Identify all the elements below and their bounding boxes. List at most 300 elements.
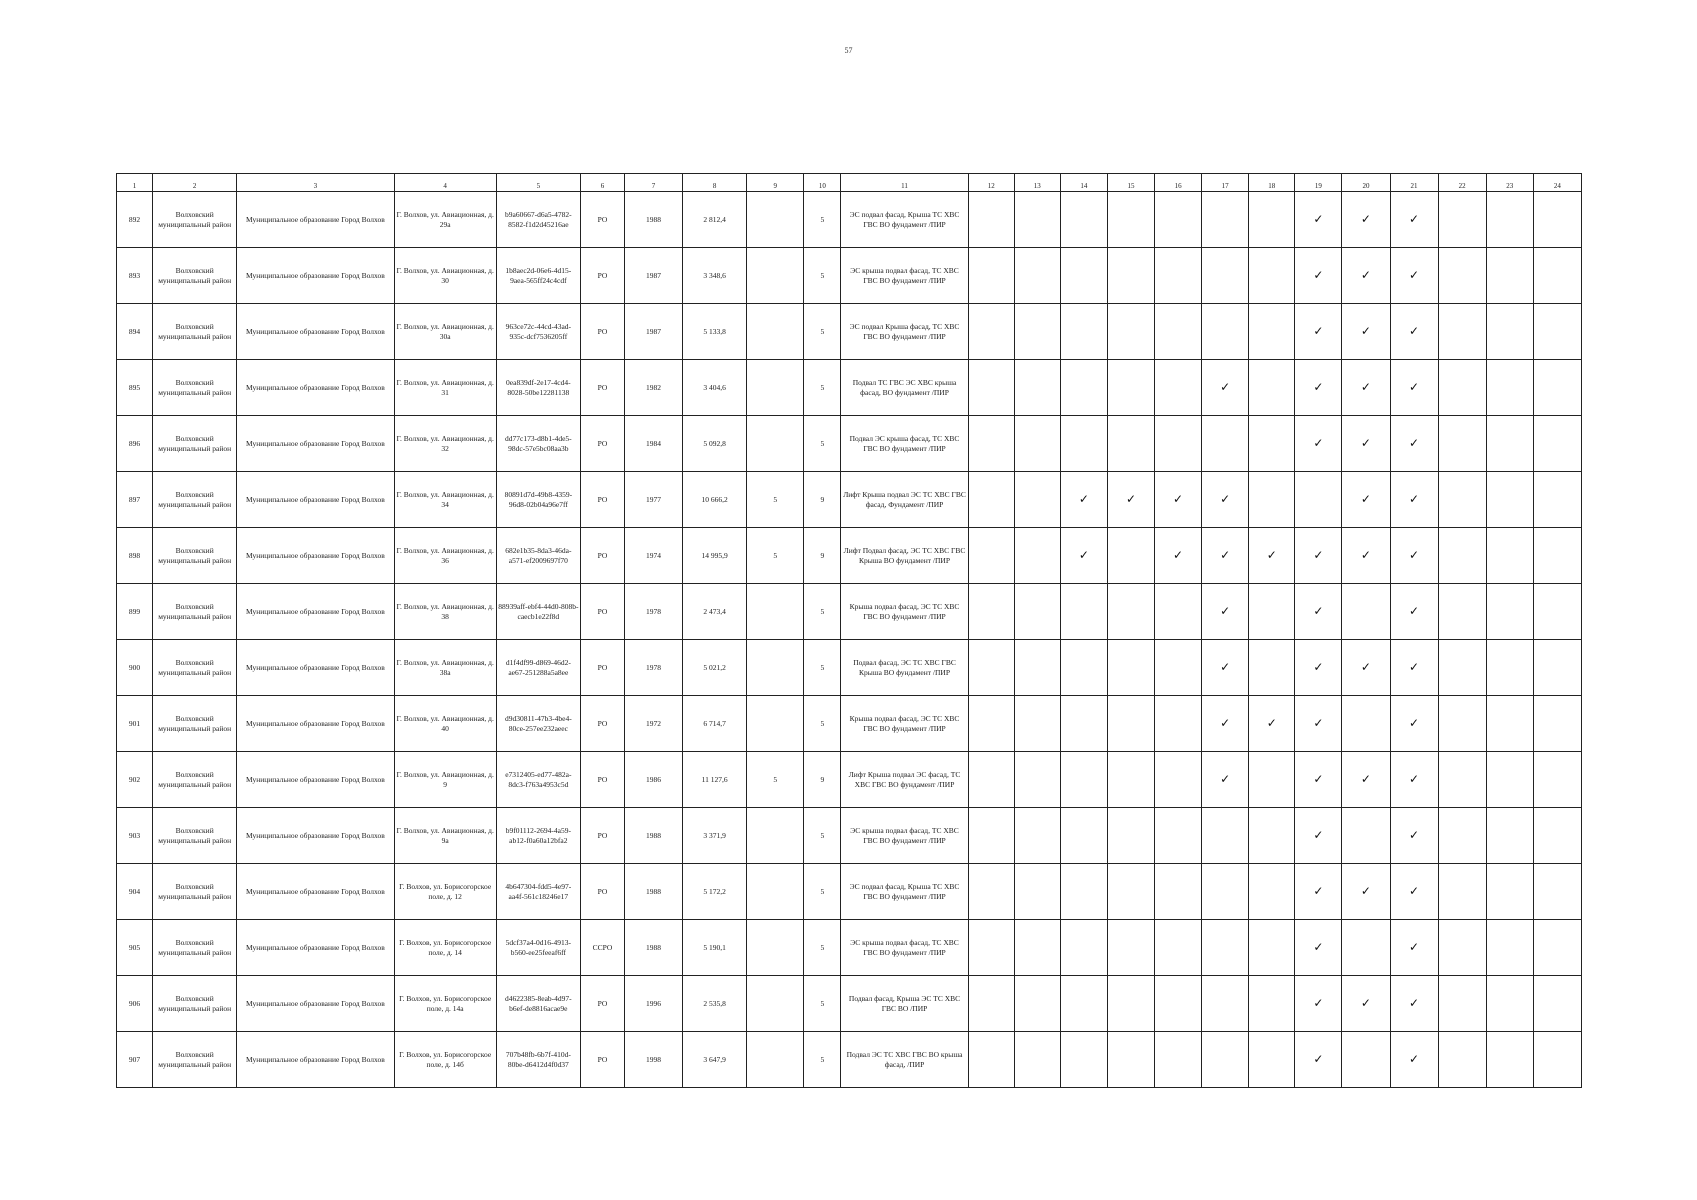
- work-col-12-cell: [968, 248, 1014, 304]
- work-col-19-cell: [1295, 248, 1342, 304]
- row-number-cell: 894: [117, 304, 153, 360]
- work-col-17-cell: [1202, 976, 1249, 1032]
- work-col-17-cell: [1202, 920, 1249, 976]
- row-number-cell: 907: [117, 1032, 153, 1088]
- municipality-cell: Муниципальное образование Город Волхов: [237, 360, 394, 416]
- work-col-19-cell: [1295, 640, 1342, 696]
- work-col-12-cell: [968, 976, 1014, 1032]
- checkmark-icon: ✓: [1078, 491, 1089, 506]
- work-col-20-cell: [1342, 192, 1390, 248]
- work-col-24-cell: [1533, 584, 1581, 640]
- column-header-6: 6: [580, 174, 624, 192]
- building-guid-cell: dd77c173-d8b1-4de5-98dc-57e5bc08aa3b: [496, 416, 580, 472]
- municipality-cell: Муниципальное образование Город Волхов: [237, 920, 394, 976]
- row-number-cell: 896: [117, 416, 153, 472]
- checkmark-icon: ✓: [1313, 547, 1324, 562]
- work-col-18-cell: [1249, 864, 1295, 920]
- works-list-cell: Лифт Подвал фасад, ЭС ТС ХВС ГВС Крыша ВО фундамент /ПИР: [841, 528, 968, 584]
- area-cell: 3 647,9: [683, 1032, 747, 1088]
- work-col-15-cell: [1107, 640, 1154, 696]
- column-header-17: 17: [1202, 174, 1249, 192]
- work-col-13-cell: [1014, 192, 1060, 248]
- work-col-18-cell: [1249, 416, 1295, 472]
- address-cell: Г. Волхов, ул. Борисогорское поле, д. 14а: [394, 976, 496, 1032]
- work-col-22-cell: [1438, 696, 1486, 752]
- checkmark-icon: ✓: [1360, 379, 1371, 394]
- work-col-14-cell: [1060, 528, 1107, 584]
- table-row: [117, 976, 1582, 1032]
- district-cell: Волховский муниципальный район: [153, 864, 237, 920]
- checkmark-icon: ✓: [1220, 771, 1231, 786]
- header-row: [117, 174, 1582, 192]
- funding-method-cell: РО: [580, 528, 624, 584]
- work-col-22-cell: [1438, 192, 1486, 248]
- row-number-cell: 897: [117, 472, 153, 528]
- checkmark-icon: ✓: [1409, 267, 1420, 282]
- work-col-13-cell: [1014, 696, 1060, 752]
- district-cell: Волховский муниципальный район: [153, 920, 237, 976]
- checkmark-icon: ✓: [1360, 995, 1371, 1010]
- col-9-cell: [747, 976, 804, 1032]
- floors-cell: 5: [804, 696, 841, 752]
- work-col-17-cell: [1202, 304, 1249, 360]
- column-header-9: 9: [747, 174, 804, 192]
- municipality-cell: Муниципальное образование Город Волхов: [237, 640, 394, 696]
- col-9-cell: [747, 1032, 804, 1088]
- work-col-17-cell: [1202, 472, 1249, 528]
- work-col-16-cell: [1155, 360, 1202, 416]
- checkmark-icon: ✓: [1409, 323, 1420, 338]
- work-col-19-cell: [1295, 1032, 1342, 1088]
- floors-cell: 5: [804, 864, 841, 920]
- work-col-22-cell: [1438, 528, 1486, 584]
- work-col-24-cell: [1533, 528, 1581, 584]
- checkmark-icon: ✓: [1313, 883, 1324, 898]
- build-year-cell: 1996: [625, 976, 683, 1032]
- works-list-cell: Лифт Крыша подвал ЭС ТС ХВС ГВС фасад, Фундамент /ПИР: [841, 472, 968, 528]
- checkmark-icon: ✓: [1313, 1051, 1324, 1066]
- column-header-8: 8: [683, 174, 747, 192]
- works-list-cell: ЭС подвал фасад, Крыша ТС ХВС ГВС ВО фундамент /ПИР: [841, 192, 968, 248]
- checkmark-icon: ✓: [1313, 379, 1324, 394]
- work-col-12-cell: [968, 192, 1014, 248]
- col-9-cell: [747, 248, 804, 304]
- work-col-23-cell: [1486, 864, 1533, 920]
- municipality-cell: Муниципальное образование Город Волхов: [237, 248, 394, 304]
- work-col-19-cell: [1295, 976, 1342, 1032]
- column-header-2: 2: [153, 174, 237, 192]
- checkmark-icon: ✓: [1313, 995, 1324, 1010]
- row-number-cell: 902: [117, 752, 153, 808]
- work-col-22-cell: [1438, 808, 1486, 864]
- floors-cell: 5: [804, 640, 841, 696]
- floors-cell: 5: [804, 976, 841, 1032]
- row-number-cell: 893: [117, 248, 153, 304]
- work-col-24-cell: [1533, 304, 1581, 360]
- work-col-14-cell: [1060, 472, 1107, 528]
- column-header-4: 4: [394, 174, 496, 192]
- col-9-cell: [747, 416, 804, 472]
- col-9-cell: [747, 696, 804, 752]
- funding-method-cell: РО: [580, 192, 624, 248]
- work-col-21-cell: [1390, 584, 1438, 640]
- checkmark-icon: ✓: [1313, 827, 1324, 842]
- work-col-17-cell: [1202, 696, 1249, 752]
- municipality-cell: Муниципальное образование Город Волхов: [237, 696, 394, 752]
- checkmark-icon: ✓: [1266, 715, 1277, 730]
- register-table: [116, 173, 1582, 1088]
- build-year-cell: 1988: [625, 864, 683, 920]
- checkmark-icon: ✓: [1313, 435, 1324, 450]
- checkmark-icon: ✓: [1409, 715, 1420, 730]
- work-col-19-cell: [1295, 528, 1342, 584]
- col-9-cell: 5: [747, 472, 804, 528]
- checkmark-icon: ✓: [1220, 715, 1231, 730]
- work-col-24-cell: [1533, 640, 1581, 696]
- column-header-11: 11: [841, 174, 968, 192]
- work-col-21-cell: [1390, 976, 1438, 1032]
- row-number-cell: 899: [117, 584, 153, 640]
- works-list-cell: ЭС крыша подвал фасад, ТС ХВС ГВС ВО фундамент /ПИР: [841, 920, 968, 976]
- work-col-20-cell: [1342, 304, 1390, 360]
- checkmark-icon: ✓: [1313, 323, 1324, 338]
- table-row: [117, 1032, 1582, 1088]
- funding-method-cell: РО: [580, 752, 624, 808]
- work-col-18-cell: [1249, 976, 1295, 1032]
- checkmark-icon: ✓: [1313, 771, 1324, 786]
- work-col-23-cell: [1486, 472, 1533, 528]
- work-col-14-cell: [1060, 192, 1107, 248]
- district-cell: Волховский муниципальный район: [153, 752, 237, 808]
- checkmark-icon: ✓: [1409, 771, 1420, 786]
- work-col-14-cell: [1060, 584, 1107, 640]
- work-col-15-cell: [1107, 528, 1154, 584]
- col-9-cell: [747, 808, 804, 864]
- building-guid-cell: d1f4df99-d869-46d2-ae67-251288a5a8ee: [496, 640, 580, 696]
- work-col-18-cell: [1249, 472, 1295, 528]
- row-number-cell: 900: [117, 640, 153, 696]
- work-col-17-cell: [1202, 752, 1249, 808]
- building-guid-cell: d9d30811-47b3-4be4-80ce-257ee232aeec: [496, 696, 580, 752]
- work-col-23-cell: [1486, 192, 1533, 248]
- work-col-17-cell: [1202, 640, 1249, 696]
- checkmark-icon: ✓: [1313, 211, 1324, 226]
- district-cell: Волховский муниципальный район: [153, 808, 237, 864]
- works-list-cell: Подвал ТС ГВС ЭС ХВС крыша фасад, ВО фундамент /ПИР: [841, 360, 968, 416]
- district-cell: Волховский муниципальный район: [153, 696, 237, 752]
- municipality-cell: Муниципальное образование Город Волхов: [237, 528, 394, 584]
- works-list-cell: Подвал ЭС крыша фасад, ТС ХВС ГВС ВО фундамент /ПИР: [841, 416, 968, 472]
- work-col-22-cell: [1438, 920, 1486, 976]
- work-col-19-cell: [1295, 192, 1342, 248]
- work-col-12-cell: [968, 640, 1014, 696]
- work-col-12-cell: [968, 360, 1014, 416]
- build-year-cell: 1984: [625, 416, 683, 472]
- build-year-cell: 1978: [625, 640, 683, 696]
- checkmark-icon: ✓: [1360, 491, 1371, 506]
- work-col-20-cell: [1342, 584, 1390, 640]
- work-col-15-cell: [1107, 920, 1154, 976]
- work-col-13-cell: [1014, 472, 1060, 528]
- work-col-23-cell: [1486, 584, 1533, 640]
- work-col-24-cell: [1533, 360, 1581, 416]
- work-col-19-cell: [1295, 584, 1342, 640]
- work-col-20-cell: [1342, 976, 1390, 1032]
- work-col-18-cell: [1249, 1032, 1295, 1088]
- checkmark-icon: ✓: [1409, 379, 1420, 394]
- checkmark-icon: ✓: [1078, 547, 1089, 562]
- work-col-18-cell: [1249, 304, 1295, 360]
- checkmark-icon: ✓: [1360, 659, 1371, 674]
- work-col-16-cell: [1155, 752, 1202, 808]
- column-header-1: 1: [117, 174, 153, 192]
- work-col-24-cell: [1533, 248, 1581, 304]
- checkmark-icon: ✓: [1360, 211, 1371, 226]
- work-col-12-cell: [968, 416, 1014, 472]
- column-header-20: 20: [1342, 174, 1390, 192]
- area-cell: 5 021,2: [683, 640, 747, 696]
- build-year-cell: 1974: [625, 528, 683, 584]
- column-header-12: 12: [968, 174, 1014, 192]
- column-header-24: 24: [1533, 174, 1581, 192]
- work-col-13-cell: [1014, 360, 1060, 416]
- checkmark-icon: ✓: [1409, 491, 1420, 506]
- checkmark-icon: ✓: [1360, 771, 1371, 786]
- municipality-cell: Муниципальное образование Город Волхов: [237, 808, 394, 864]
- work-col-19-cell: [1295, 920, 1342, 976]
- floors-cell: 5: [804, 248, 841, 304]
- column-header-5: 5: [496, 174, 580, 192]
- checkmark-icon: ✓: [1173, 491, 1184, 506]
- work-col-23-cell: [1486, 360, 1533, 416]
- address-cell: Г. Волхов, ул. Авиационная, д. 30: [394, 248, 496, 304]
- table-row: [117, 696, 1582, 752]
- checkmark-icon: ✓: [1360, 267, 1371, 282]
- district-cell: Волховский муниципальный район: [153, 472, 237, 528]
- floors-cell: 5: [804, 584, 841, 640]
- works-list-cell: Крыша подвал фасад, ЭС ТС ХВС ГВС ВО фундамент /ПИР: [841, 696, 968, 752]
- col-9-cell: 5: [747, 752, 804, 808]
- work-col-21-cell: [1390, 864, 1438, 920]
- district-cell: Волховский муниципальный район: [153, 248, 237, 304]
- works-list-cell: Крыша подвал фасад, ЭС ТС ХВС ГВС ВО фундамент /ПИР: [841, 584, 968, 640]
- building-guid-cell: 88939aff-ebf4-44d0-808b-caecb1e22f8d: [496, 584, 580, 640]
- floors-cell: 5: [804, 416, 841, 472]
- row-number-cell: 903: [117, 808, 153, 864]
- work-col-17-cell: [1202, 416, 1249, 472]
- work-col-20-cell: [1342, 808, 1390, 864]
- table-body: [117, 192, 1582, 1088]
- floors-cell: 9: [804, 528, 841, 584]
- work-col-16-cell: [1155, 1032, 1202, 1088]
- municipality-cell: Муниципальное образование Город Волхов: [237, 304, 394, 360]
- work-col-24-cell: [1533, 472, 1581, 528]
- work-col-17-cell: [1202, 864, 1249, 920]
- building-guid-cell: b9f01112-2694-4a59-ab12-f0a60a12bfa2: [496, 808, 580, 864]
- build-year-cell: 1988: [625, 192, 683, 248]
- work-col-19-cell: [1295, 472, 1342, 528]
- building-guid-cell: d4622385-8eab-4d97-b6ef-de8816acae9e: [496, 976, 580, 1032]
- build-year-cell: 1988: [625, 808, 683, 864]
- floors-cell: 5: [804, 192, 841, 248]
- work-col-17-cell: [1202, 360, 1249, 416]
- work-col-13-cell: [1014, 752, 1060, 808]
- checkmark-icon: ✓: [1409, 659, 1420, 674]
- work-col-13-cell: [1014, 304, 1060, 360]
- work-col-14-cell: [1060, 920, 1107, 976]
- work-col-16-cell: [1155, 920, 1202, 976]
- work-col-16-cell: [1155, 976, 1202, 1032]
- building-guid-cell: 707b48fb-6b7f-410d-80be-d6412d4f0d37: [496, 1032, 580, 1088]
- work-col-14-cell: [1060, 696, 1107, 752]
- work-col-14-cell: [1060, 976, 1107, 1032]
- row-number-cell: 904: [117, 864, 153, 920]
- build-year-cell: 1986: [625, 752, 683, 808]
- work-col-21-cell: [1390, 416, 1438, 472]
- build-year-cell: 1987: [625, 304, 683, 360]
- work-col-15-cell: [1107, 472, 1154, 528]
- work-col-23-cell: [1486, 696, 1533, 752]
- work-col-23-cell: [1486, 976, 1533, 1032]
- address-cell: Г. Волхов, ул. Авиационная, д. 31: [394, 360, 496, 416]
- work-col-21-cell: [1390, 360, 1438, 416]
- floors-cell: 9: [804, 472, 841, 528]
- work-col-16-cell: [1155, 304, 1202, 360]
- work-col-24-cell: [1533, 864, 1581, 920]
- district-cell: Волховский муниципальный район: [153, 640, 237, 696]
- floors-cell: 5: [804, 360, 841, 416]
- work-col-15-cell: [1107, 808, 1154, 864]
- area-cell: 5 172,2: [683, 864, 747, 920]
- area-cell: 3 404,6: [683, 360, 747, 416]
- work-col-15-cell: [1107, 752, 1154, 808]
- work-col-14-cell: [1060, 360, 1107, 416]
- row-number-cell: 901: [117, 696, 153, 752]
- work-col-17-cell: [1202, 1032, 1249, 1088]
- work-col-22-cell: [1438, 248, 1486, 304]
- work-col-14-cell: [1060, 640, 1107, 696]
- build-year-cell: 1988: [625, 920, 683, 976]
- work-col-13-cell: [1014, 864, 1060, 920]
- col-9-cell: [747, 584, 804, 640]
- work-col-22-cell: [1438, 584, 1486, 640]
- address-cell: Г. Волхов, ул. Авиационная, д. 38а: [394, 640, 496, 696]
- table-row: [117, 472, 1582, 528]
- work-col-22-cell: [1438, 640, 1486, 696]
- work-col-17-cell: [1202, 584, 1249, 640]
- building-guid-cell: 4b647304-fdd5-4e97-aa4f-561c18246e17: [496, 864, 580, 920]
- works-list-cell: ЭС крыша подвал фасад, ТС ХВС ГВС ВО фундамент /ПИР: [841, 808, 968, 864]
- work-col-13-cell: [1014, 808, 1060, 864]
- checkmark-icon: ✓: [1409, 211, 1420, 226]
- municipality-cell: Муниципальное образование Город Волхов: [237, 416, 394, 472]
- row-number-cell: 895: [117, 360, 153, 416]
- checkmark-icon: ✓: [1125, 491, 1137, 506]
- column-header-13: 13: [1014, 174, 1060, 192]
- work-col-13-cell: [1014, 248, 1060, 304]
- work-col-12-cell: [968, 528, 1014, 584]
- work-col-14-cell: [1060, 864, 1107, 920]
- district-cell: Волховский муниципальный район: [153, 360, 237, 416]
- checkmark-icon: ✓: [1409, 939, 1420, 954]
- work-col-24-cell: [1533, 192, 1581, 248]
- table-row: [117, 528, 1582, 584]
- work-col-13-cell: [1014, 1032, 1060, 1088]
- funding-method-cell: РО: [580, 976, 624, 1032]
- work-col-22-cell: [1438, 1032, 1486, 1088]
- checkmark-icon: ✓: [1220, 491, 1231, 506]
- work-col-18-cell: [1249, 752, 1295, 808]
- row-number-cell: 905: [117, 920, 153, 976]
- build-year-cell: 1982: [625, 360, 683, 416]
- address-cell: Г. Волхов, ул. Авиационная, д. 36: [394, 528, 496, 584]
- work-col-24-cell: [1533, 752, 1581, 808]
- funding-method-cell: РО: [580, 864, 624, 920]
- work-col-15-cell: [1107, 192, 1154, 248]
- work-col-20-cell: [1342, 360, 1390, 416]
- work-col-18-cell: [1249, 248, 1295, 304]
- checkmark-icon: ✓: [1360, 323, 1371, 338]
- work-col-16-cell: [1155, 864, 1202, 920]
- checkmark-icon: ✓: [1173, 547, 1184, 562]
- work-col-12-cell: [968, 1032, 1014, 1088]
- work-col-18-cell: [1249, 192, 1295, 248]
- works-list-cell: Подвал ЭС ТС ХВС ГВС ВО крыша фасад, /ПИР: [841, 1032, 968, 1088]
- work-col-16-cell: [1155, 472, 1202, 528]
- address-cell: Г. Волхов, ул. Авиационная, д. 29а: [394, 192, 496, 248]
- work-col-20-cell: [1342, 864, 1390, 920]
- work-col-12-cell: [968, 864, 1014, 920]
- table-row: [117, 752, 1582, 808]
- checkmark-icon: ✓: [1220, 379, 1231, 394]
- work-col-21-cell: [1390, 752, 1438, 808]
- checkmark-icon: ✓: [1409, 827, 1420, 842]
- work-col-22-cell: [1438, 416, 1486, 472]
- work-col-23-cell: [1486, 640, 1533, 696]
- works-list-cell: Подвал фасад, ЭС ТС ХВС ГВС Крыша ВО фундамент /ПИР: [841, 640, 968, 696]
- works-list-cell: ЭС подвал Крыша фасад, ТС ХВС ГВС ВО фундамент /ПИР: [841, 304, 968, 360]
- column-header-21: 21: [1390, 174, 1438, 192]
- work-col-22-cell: [1438, 752, 1486, 808]
- municipality-cell: Муниципальное образование Город Волхов: [237, 584, 394, 640]
- floors-cell: 5: [804, 1032, 841, 1088]
- work-col-20-cell: [1342, 528, 1390, 584]
- checkmark-icon: ✓: [1220, 659, 1231, 674]
- work-col-15-cell: [1107, 584, 1154, 640]
- work-col-20-cell: [1342, 920, 1390, 976]
- table-row: [117, 920, 1582, 976]
- work-col-15-cell: [1107, 976, 1154, 1032]
- district-cell: Волховский муниципальный район: [153, 416, 237, 472]
- column-header-19: 19: [1295, 174, 1342, 192]
- build-year-cell: 1972: [625, 696, 683, 752]
- funding-method-cell: РО: [580, 360, 624, 416]
- district-cell: Волховский муниципальный район: [153, 528, 237, 584]
- address-cell: Г. Волхов, ул. Борисогорское поле, д. 14б: [394, 1032, 496, 1088]
- column-header-15: 15: [1107, 174, 1154, 192]
- work-col-21-cell: [1390, 192, 1438, 248]
- table-row: [117, 192, 1582, 248]
- work-col-21-cell: [1390, 808, 1438, 864]
- work-col-12-cell: [968, 752, 1014, 808]
- work-col-16-cell: [1155, 528, 1202, 584]
- checkmark-icon: ✓: [1313, 715, 1324, 730]
- col-9-cell: 5: [747, 528, 804, 584]
- works-list-cell: Лифт Крыша подвал ЭС фасад, ТС ХВС ГВС ВО фундамент /ПИР: [841, 752, 968, 808]
- district-cell: Волховский муниципальный район: [153, 304, 237, 360]
- work-col-18-cell: [1249, 360, 1295, 416]
- address-cell: Г. Волхов, ул. Авиационная, д. 32: [394, 416, 496, 472]
